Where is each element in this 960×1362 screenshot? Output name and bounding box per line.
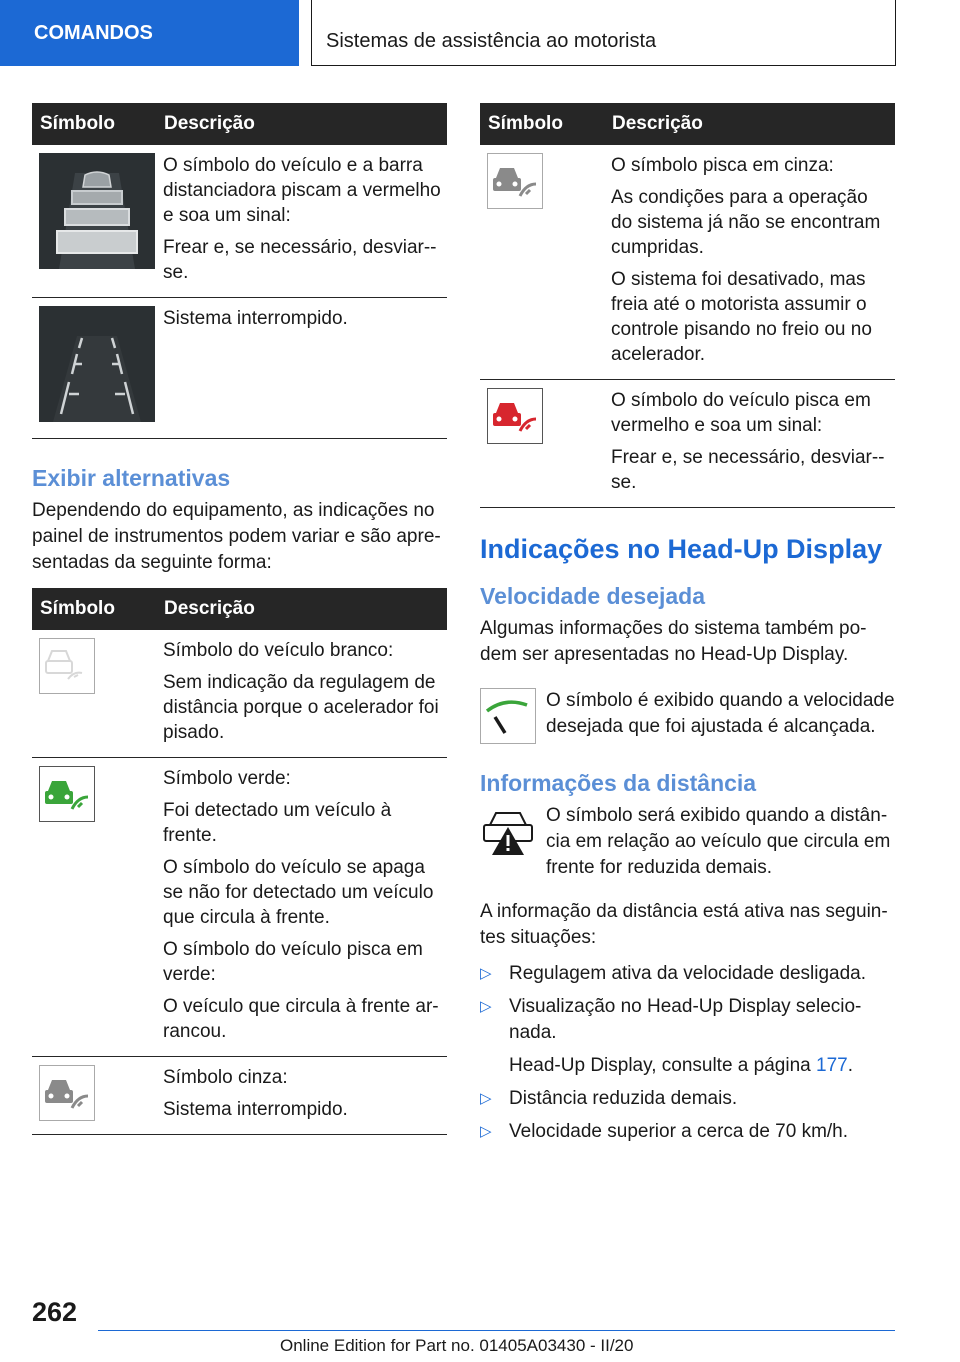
alternatives-text: Dependendo do equipamento, as indicações no painel de instrumentos podem variar e são apre-sentadas da seguinte forma: <box>32 500 441 573</box>
vehicle-green-icon <box>39 766 95 822</box>
cross-reference: Head-Up Display, consulte a página 177. <box>509 1055 853 1076</box>
col-header-symbol: Símbolo <box>32 588 156 630</box>
right-column <box>480 103 895 1152</box>
row-text: Símbolo cinza: <box>163 1067 288 1088</box>
footer-divider <box>98 1330 895 1331</box>
row-text: O símbolo do veículo se apaga se não for detectado um veículo que circula à frente. <box>163 857 434 928</box>
row-text: Sistema interrompido. <box>163 1099 348 1120</box>
heading-desired-speed: Velocidade desejada <box>480 583 706 609</box>
vehicle-gray-blink-icon <box>487 153 543 209</box>
symbol-table-3 <box>480 103 895 508</box>
row-text: O veículo que circula à frente ar-rancou. <box>163 996 439 1042</box>
chapter-title: Sistemas de assistência ao motorista <box>311 0 896 66</box>
bullet-triangle-icon: ▷ <box>480 1123 492 1140</box>
vehicle-gray-icon <box>39 1065 95 1121</box>
distance-info-icon-text: O símbolo será exibido quando a distân-cia em relação ao veículo que circula em frente for reduzida demais. <box>546 805 891 878</box>
table-row <box>32 298 447 439</box>
list-item: ▷ Velocidade superior a cerca de 70 km/h. <box>480 1119 895 1145</box>
distance-info-row <box>480 803 895 881</box>
list-item: ▷ Visualização no Head-Up Display selecio-nada. Head-Up Display, consulte a página 177. <box>480 994 895 1079</box>
symbol-table-2 <box>32 588 447 1135</box>
bullet-triangle-icon: ▷ <box>480 965 492 982</box>
col-header-description: Descrição <box>156 103 447 145</box>
row-text: Frear e, se necessário, desviar--se. <box>163 237 437 283</box>
row-text: Frear e, se necessário, desviar--se. <box>611 447 885 493</box>
footer-edition: Online Edition for Part no. 01405A03430 - II/20 <box>280 1336 634 1355</box>
vehicle-red-icon <box>487 388 543 444</box>
desired-speed-row <box>480 688 895 744</box>
row-text: Foi detectado um veículo à frente. <box>163 800 392 846</box>
table-row <box>480 380 895 508</box>
bullet-triangle-icon: ▷ <box>480 998 492 1015</box>
row-text: O símbolo do veículo e a barra distanciadora piscam a vermelho e soa um sinal: <box>163 155 441 226</box>
vehicle-white-icon <box>39 638 95 694</box>
row-text: O símbolo pisca em cinza: <box>611 155 834 176</box>
section-tab: COMANDOS <box>0 0 299 66</box>
col-header-symbol: Símbolo <box>480 103 604 145</box>
left-column <box>32 103 447 1135</box>
row-text: O símbolo do veículo pisca em vermelho e soa um sinal: <box>611 390 871 436</box>
row-text: Símbolo verde: <box>163 768 291 789</box>
distance-bar-red-photo <box>39 153 155 269</box>
desired-speed-icon <box>480 688 536 744</box>
row-text: Sistema interrompido. <box>163 308 348 329</box>
row-text: Sem indicação da regulagem de distância porque o acelerador foi pisado. <box>163 672 439 743</box>
col-header-description: Descrição <box>604 103 895 145</box>
distance-warning-icon <box>480 803 536 859</box>
list-item: ▷ Regulagem ativa da velocidade desligada. <box>480 961 895 987</box>
heading-distance-info: Informações da distância <box>480 770 757 796</box>
list-item: ▷ Distância reduzida demais. <box>480 1086 895 1112</box>
desired-speed-text: Algumas informações do sistema também po-dem ser apresentadas no Head-Up Display. <box>480 618 867 665</box>
col-header-symbol: Símbolo <box>32 103 156 145</box>
row-text: As condições para a operação do sistema já não se encontram cumpridas. <box>611 187 881 258</box>
row-text: O símbolo do veículo pisca em verde: <box>163 939 423 985</box>
distance-conditions-list <box>480 961 895 1145</box>
system-interrupted-photo <box>39 306 155 422</box>
distance-info-text: A informação da distância está ativa nas seguin-tes situações: <box>480 901 888 948</box>
heading-hud: Indicações no Head-Up Display <box>480 534 883 564</box>
desired-speed-icon-text: O símbolo é exibido quando a velocidade desejada que foi ajustada é alcançada. <box>546 690 895 737</box>
table-row <box>32 1057 447 1135</box>
table-row <box>480 145 895 380</box>
heading-alternatives: Exibir alternativas <box>32 465 231 491</box>
symbol-table-1 <box>32 103 447 439</box>
table-row <box>32 145 447 298</box>
bullet-triangle-icon: ▷ <box>480 1090 492 1107</box>
col-header-description: Descrição <box>156 588 447 630</box>
page-link[interactable]: 177 <box>816 1055 848 1076</box>
table-row <box>32 630 447 758</box>
page-number: 262 <box>32 1297 78 1327</box>
row-text: O sistema foi desativado, mas freia até o motorista assumir o controle pisando no freio ou no acelerador. <box>611 269 872 365</box>
row-text: Símbolo do veículo branco: <box>163 640 394 661</box>
table-row <box>32 758 447 1057</box>
